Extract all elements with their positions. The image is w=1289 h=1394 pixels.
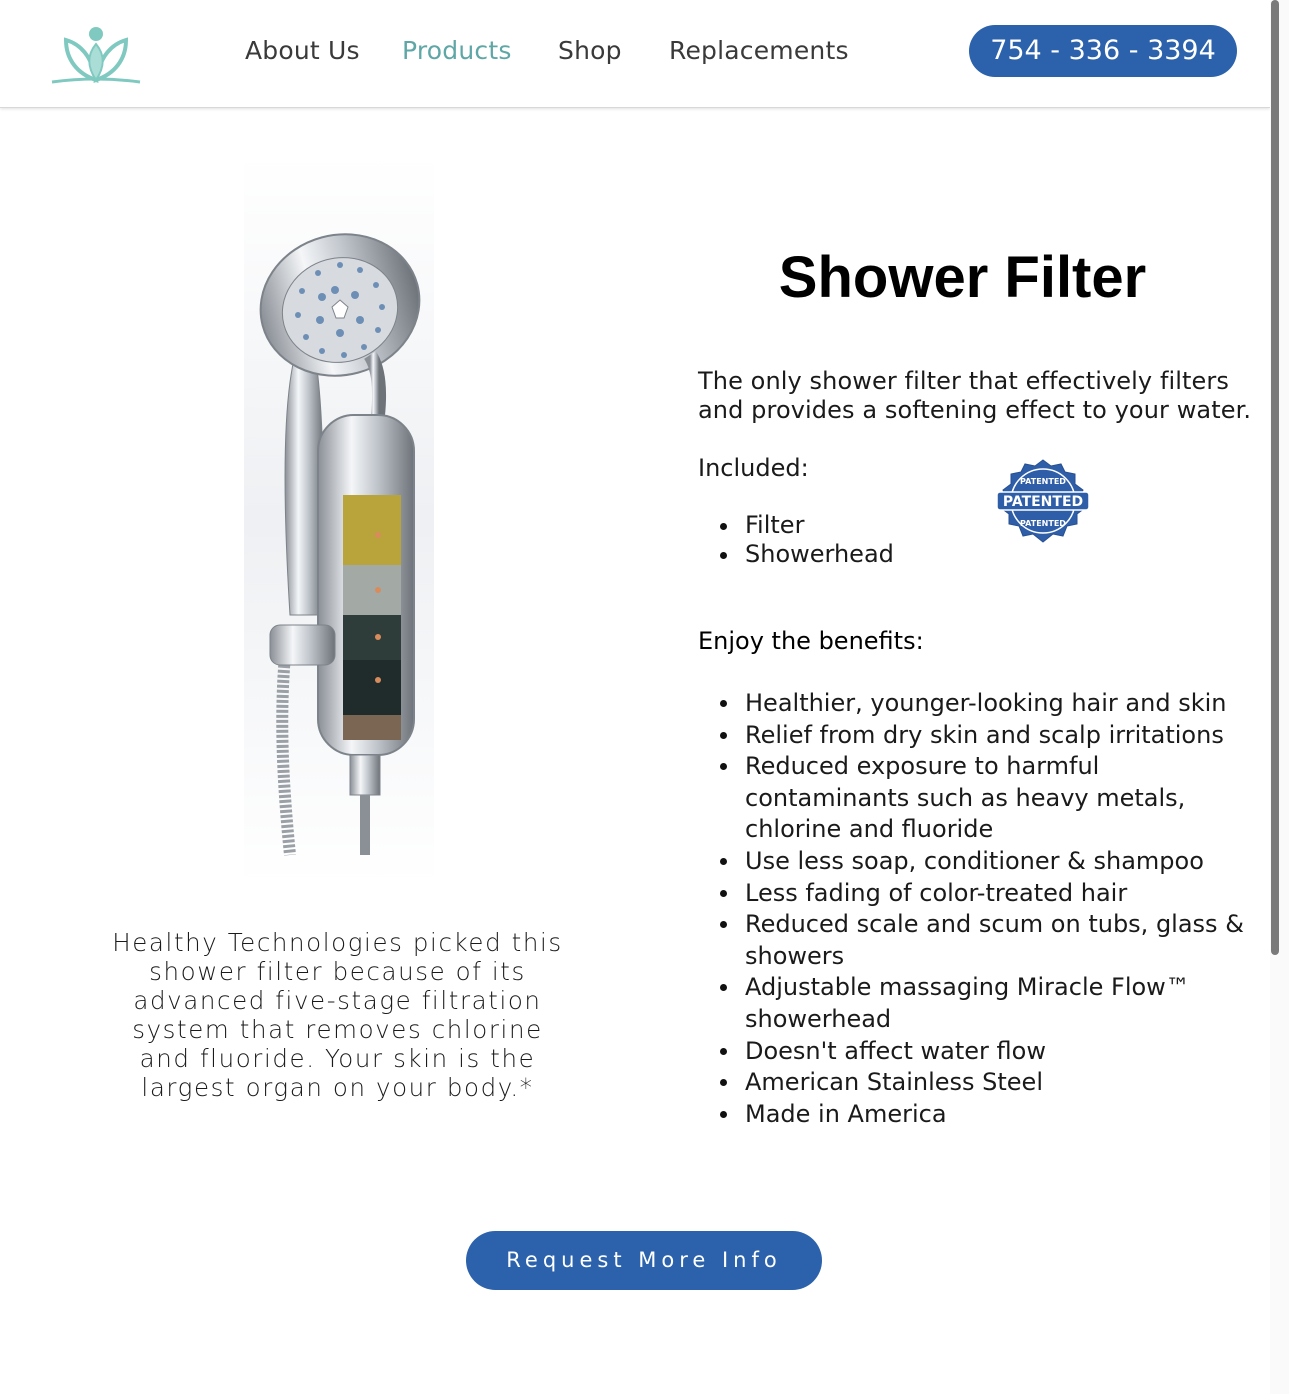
list-item: Showerhead bbox=[698, 540, 894, 569]
patented-badge bbox=[995, 458, 1091, 546]
patent-main-text: PATENTED bbox=[1002, 494, 1084, 510]
list-item: Reduced exposure to harmful contaminants such as heavy metals, chlorine and fluoride bbox=[698, 751, 1263, 846]
patent-bottom-text: PATENTED bbox=[1020, 519, 1066, 528]
site-header bbox=[0, 0, 1270, 108]
list-item: American Stainless Steel bbox=[698, 1067, 1263, 1099]
list-item: Use less soap, conditioner & shampoo bbox=[698, 846, 1263, 878]
nav-shop[interactable]: Shop bbox=[558, 36, 622, 65]
list-item: Doesn't affect water flow bbox=[698, 1036, 1263, 1068]
list-item: Reduced scale and scum on tubs, glass & showers bbox=[698, 909, 1263, 972]
list-item: Filter bbox=[698, 511, 894, 540]
page-title: Shower Filter bbox=[778, 245, 1147, 310]
benefits-list bbox=[698, 688, 1263, 1130]
product-intro: The only shower filter that effectively filters and provides a softening effect to your water. bbox=[698, 367, 1252, 424]
list-item: Relief from dry skin and scalp irritations bbox=[698, 720, 1263, 752]
included-label: Included: bbox=[698, 454, 809, 482]
scrollbar-thumb[interactable] bbox=[1271, 0, 1279, 955]
request-more-info-button[interactable]: Request More Info bbox=[466, 1231, 822, 1290]
included-list bbox=[698, 511, 894, 569]
nav-replacements[interactable]: Replacements bbox=[669, 36, 849, 65]
list-item: Made in America bbox=[698, 1099, 1263, 1131]
list-item: Healthier, younger-looking hair and skin bbox=[698, 688, 1263, 720]
product-description: Healthy Technologies picked this shower filter because of its advanced five-stage filtration system that removes chlorine and fluoride. Your skin is the largest organ on your body.* bbox=[112, 928, 563, 1102]
lotus-logo-icon[interactable] bbox=[50, 22, 142, 86]
phone-button[interactable]: 754 - 336 - 3394 bbox=[969, 25, 1237, 77]
list-item: Adjustable massaging Miracle Flow™ showerhead bbox=[698, 972, 1263, 1035]
nav-about-us[interactable]: About Us bbox=[245, 36, 360, 65]
shower-filter-product-image bbox=[240, 155, 440, 885]
patent-top-text: PATENTED bbox=[1020, 477, 1066, 486]
nav-products[interactable]: Products bbox=[402, 36, 512, 65]
list-item: Less fading of color-treated hair bbox=[698, 878, 1263, 910]
benefits-label: Enjoy the benefits: bbox=[698, 627, 924, 655]
